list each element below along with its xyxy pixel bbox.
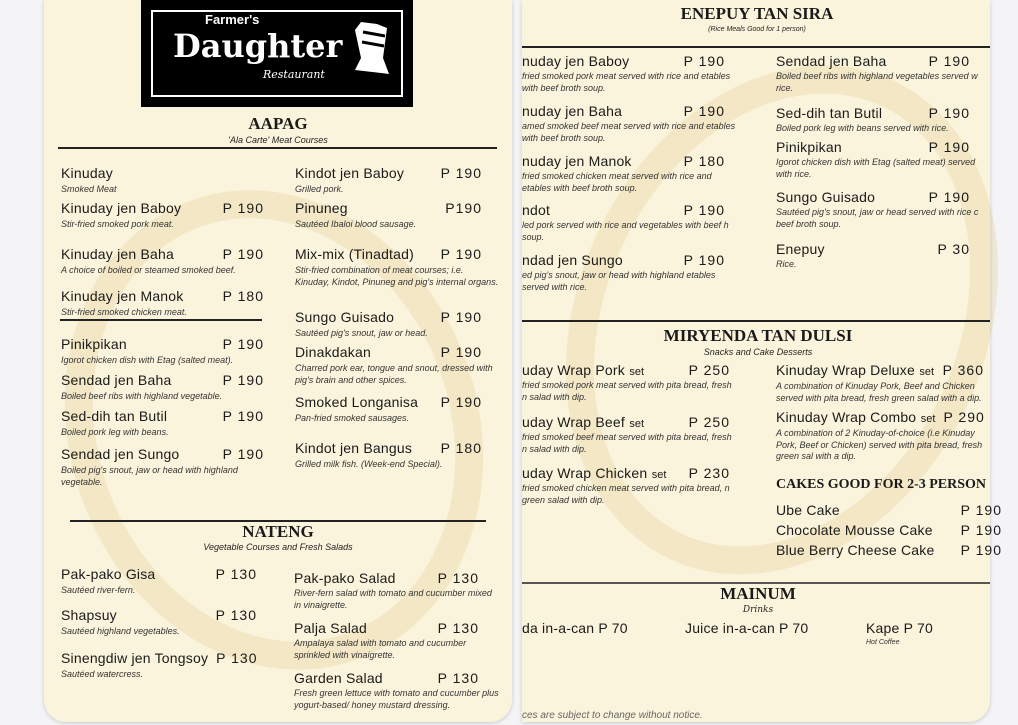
item-title bbox=[61, 607, 117, 624]
section-subtitle: 'Ala Carte' Meat Courses bbox=[228, 135, 328, 145]
item-title bbox=[61, 566, 155, 583]
item-name: ndad jen Sungo bbox=[522, 252, 623, 268]
item-description: Stir-fried combination of meat courses; i.e. Kinuday, Kindot, Pinuneg and pig's internal organs. bbox=[295, 265, 499, 287]
item-title bbox=[522, 53, 629, 70]
menu-item bbox=[295, 440, 482, 457]
menu-item bbox=[776, 502, 1002, 519]
item-price: P 180 bbox=[222, 288, 264, 304]
item-price: P 360 bbox=[942, 362, 984, 378]
item-description: Rice. bbox=[776, 259, 797, 269]
item-name: Enepuy bbox=[776, 241, 825, 257]
item-name: Sendad jen Baha bbox=[776, 53, 887, 69]
item-description: Sautéed highland vegetables. bbox=[61, 626, 180, 636]
item-title bbox=[522, 103, 622, 120]
item-price: P 190 bbox=[222, 336, 264, 352]
menu-item bbox=[522, 465, 730, 484]
menu-item bbox=[61, 165, 264, 182]
item-price: P190 bbox=[445, 200, 482, 216]
item-title bbox=[776, 542, 934, 559]
item-name: Sungo Guisado bbox=[776, 189, 876, 205]
item-description: fried smoked chicken meat served with rice and etables with beef broth soup. bbox=[522, 171, 712, 193]
menu-item bbox=[295, 394, 482, 411]
item-name: uday Wrap Pork bbox=[522, 362, 625, 378]
item-description: Igorot chicken dish with Etag (salted meat). bbox=[61, 355, 234, 365]
item-price: P 190 bbox=[440, 246, 482, 262]
menu-item bbox=[522, 53, 725, 70]
item-description: Boiled pig's snout, jaw or head with highland vegetable. bbox=[61, 465, 238, 487]
menu-item bbox=[776, 522, 1002, 539]
section-title: AAPAG bbox=[248, 114, 308, 133]
item-title bbox=[776, 502, 840, 519]
item-name: Kinuday jen Baboy bbox=[61, 200, 182, 216]
item-price: P 190 bbox=[440, 165, 482, 181]
menu-item bbox=[61, 650, 257, 667]
section-subtitle: Vegetable Courses and Fresh Salads bbox=[203, 542, 353, 552]
item-price: P 130 bbox=[215, 607, 257, 623]
drink-description: Hot Coffee bbox=[866, 639, 900, 646]
drink-item: Kape P 70 bbox=[866, 620, 933, 636]
item-name: Garden Salad bbox=[294, 670, 383, 686]
section-subtitle: Drinks bbox=[742, 605, 774, 615]
menu-item bbox=[776, 53, 970, 70]
item-title bbox=[61, 200, 181, 217]
price-disclaimer: ces are subject to change without notice. bbox=[522, 710, 703, 721]
item-title bbox=[295, 440, 412, 457]
item-price: P 190 bbox=[222, 246, 264, 262]
item-price: P 250 bbox=[688, 362, 730, 378]
item-price: P 190 bbox=[928, 139, 970, 155]
item-description: led pork served with rice and vegetables with beef h soup. bbox=[522, 220, 729, 242]
menu-item bbox=[61, 200, 264, 217]
item-name: uday Wrap Chicken bbox=[522, 465, 648, 481]
item-price: P 190 bbox=[928, 53, 970, 69]
item-description: Pan-fried smoked sausages. bbox=[295, 413, 410, 423]
menu-item bbox=[294, 570, 479, 587]
item-description: Sautéed pig's snout, jaw or head served with rice c beef broth soup. bbox=[776, 207, 979, 229]
logo-text: Farmer's bbox=[205, 12, 260, 27]
item-description: fried smoked pork meat served with rice and etables with beef broth soup. bbox=[522, 71, 731, 93]
item-price: P 190 bbox=[222, 200, 264, 216]
item-description: Stir-fried smoked chicken meat. bbox=[61, 307, 187, 317]
menu-item bbox=[295, 165, 482, 182]
item-title bbox=[294, 570, 396, 587]
item-description: Boiled pork leg with beans. bbox=[61, 427, 169, 437]
item-description: Sautéed pig's snout, jaw or head. bbox=[295, 328, 428, 338]
item-name: Shapsuy bbox=[61, 607, 117, 623]
menu-item bbox=[522, 103, 725, 120]
menu-item bbox=[61, 372, 264, 389]
item-title bbox=[61, 650, 208, 667]
item-name: Dinakdakan bbox=[295, 344, 371, 360]
item-title bbox=[522, 414, 644, 433]
menu-item bbox=[776, 139, 970, 156]
item-price: P 30 bbox=[937, 241, 970, 257]
item-set-label: set bbox=[919, 366, 935, 378]
item-set-label: set bbox=[629, 366, 645, 378]
item-description: Boiled pork leg with beans served with rice. bbox=[776, 123, 949, 133]
item-description: A combination of 2 Kinuday-of-choice (i.e Kinuday Pork, Beef or Chicken) served with pita bread, fresh green sal with a dip. bbox=[776, 428, 983, 461]
item-price: P 190 bbox=[928, 105, 970, 121]
item-title bbox=[61, 288, 183, 305]
item-description: River-fern salad with tomato and cucumber mixed in vinaigrette. bbox=[294, 588, 492, 610]
item-price: P 130 bbox=[437, 620, 479, 636]
item-title bbox=[61, 372, 171, 389]
item-name: nuday jen Baha bbox=[522, 103, 623, 119]
menu-item bbox=[776, 189, 970, 206]
item-name: Palja Salad bbox=[294, 620, 368, 636]
item-price: P 130 bbox=[216, 650, 258, 666]
item-description: Boiled beef ribs with highland vegetables served w rice. bbox=[776, 71, 978, 93]
item-name: Pak-pako Gisa bbox=[61, 566, 156, 582]
item-price: P 180 bbox=[683, 153, 725, 169]
menu-item bbox=[294, 670, 479, 687]
item-name: Sed-dih tan Butil bbox=[776, 105, 883, 121]
item-name: Kinuday jen Baha bbox=[61, 246, 174, 262]
section-subtitle: Snacks and Cake Desserts bbox=[703, 347, 813, 357]
item-name: Smoked Longanisa bbox=[295, 394, 419, 410]
item-name: Kinuday Wrap Deluxe bbox=[776, 362, 915, 378]
item-price: P 250 bbox=[688, 414, 730, 430]
divider bbox=[522, 46, 990, 48]
item-title bbox=[776, 241, 825, 258]
item-description: Smoked Meat bbox=[61, 184, 117, 194]
item-name: uday Wrap Beef bbox=[522, 414, 625, 430]
item-price: P 180 bbox=[440, 440, 482, 456]
item-title bbox=[295, 165, 404, 182]
item-description: Fresh green lettuce with tomato and cucumber plus yogurt-based/ honey mustard dressing. bbox=[294, 688, 499, 710]
item-name: Sendad jen Sungo bbox=[61, 446, 180, 462]
item-price: P 190 bbox=[222, 446, 264, 462]
item-title bbox=[61, 408, 167, 425]
menu-item bbox=[776, 542, 1002, 559]
item-name: Pinuneg bbox=[295, 200, 348, 216]
item-price: P 190 bbox=[222, 408, 264, 424]
restaurant-logo bbox=[141, 0, 413, 107]
item-name: Kindot jen Bangus bbox=[295, 440, 413, 456]
item-name: Kindot jen Baboy bbox=[295, 165, 405, 181]
item-description: fried smoked pork meat served with pita bread, fresh n salad with dip. bbox=[522, 380, 732, 402]
item-title bbox=[61, 165, 113, 182]
item-name: Sungo Guisado bbox=[295, 309, 395, 325]
divider bbox=[58, 147, 497, 149]
item-title bbox=[522, 465, 666, 484]
menu-item bbox=[61, 607, 257, 624]
menu-item bbox=[295, 200, 482, 217]
menu-page-right bbox=[522, 0, 1002, 722]
item-name: Blue Berry Cheese Cake bbox=[776, 542, 935, 558]
section-title: NATENG bbox=[242, 522, 314, 541]
item-name: Mix-mix (Tinadtad) bbox=[295, 246, 414, 262]
menu-item bbox=[294, 620, 479, 637]
item-name: Kinuday jen Manok bbox=[61, 288, 184, 304]
item-name: Ube Cake bbox=[776, 502, 840, 518]
item-title bbox=[295, 344, 371, 361]
menu-item bbox=[61, 246, 264, 263]
item-title bbox=[522, 202, 550, 219]
item-description: Sautéed Ibaloi blood sausage. bbox=[295, 219, 417, 229]
item-price: P 190 bbox=[683, 103, 725, 119]
item-description: Grilled pork. bbox=[295, 184, 344, 194]
item-title bbox=[61, 246, 174, 263]
item-description: Grilled milk fish. (Week-end Special). bbox=[295, 459, 443, 469]
menu-item bbox=[295, 246, 482, 263]
divider bbox=[60, 319, 262, 321]
item-description: Ampalaya salad with tomato and cucumber sprinkled with vinaigrette. bbox=[294, 638, 467, 660]
cakes-title: CAKES GOOD FOR 2-3 PERSON bbox=[776, 477, 987, 492]
item-name: Chocolate Mousse Cake bbox=[776, 522, 933, 538]
item-description: Boiled beef ribs with highland vegetable. bbox=[61, 391, 223, 401]
menu-item bbox=[522, 202, 725, 219]
item-price: P 190 bbox=[440, 309, 482, 325]
item-name: Sendad jen Baha bbox=[61, 372, 172, 388]
item-title bbox=[294, 620, 367, 637]
item-title bbox=[776, 139, 842, 156]
item-name: Sinengdiw jen Tongsoy bbox=[61, 650, 209, 666]
menu-item bbox=[61, 288, 264, 305]
menu-item bbox=[295, 309, 482, 326]
divider bbox=[522, 320, 990, 322]
item-description: amed smoked beef meat served with rice and etables with beef broth soup. bbox=[522, 121, 736, 143]
item-price: P 190 bbox=[222, 372, 264, 388]
menu-item bbox=[776, 241, 970, 258]
menu-item bbox=[522, 362, 730, 381]
item-price: P 190 bbox=[960, 502, 1002, 518]
item-price: P 190 bbox=[683, 252, 725, 268]
item-title bbox=[295, 200, 348, 217]
menu-item bbox=[295, 344, 482, 361]
section-title: MAINUM bbox=[720, 584, 796, 603]
menu-item bbox=[61, 446, 264, 463]
item-description: fried smoked beef meat served with pita bread, fresh n salad with dip. bbox=[522, 432, 732, 454]
item-price: P 130 bbox=[437, 670, 479, 686]
item-description: Sautéed watercress. bbox=[61, 669, 144, 679]
item-description: A combination of Kinuday Pork, Beef and Chicken served with pita bread, fresh green salad with a dip. bbox=[776, 381, 982, 403]
item-title bbox=[61, 446, 179, 463]
item-price: P 190 bbox=[683, 53, 725, 69]
item-description: fried smoked chicken meat served with pita bread, n green salad with dip. bbox=[522, 483, 730, 505]
item-name: Pinikpikan bbox=[61, 336, 127, 352]
item-price: P 190 bbox=[960, 522, 1002, 538]
item-title bbox=[295, 309, 394, 326]
section-title: ENEPUY TAN SIRA bbox=[680, 4, 834, 23]
section-subtitle: (Rice Meals Good for 1 person) bbox=[708, 26, 806, 33]
bell-logo-icon bbox=[347, 18, 391, 78]
item-set-label: set bbox=[651, 469, 667, 481]
item-name: Kinuday Wrap Combo bbox=[776, 409, 917, 425]
item-name: Pinikpikan bbox=[776, 139, 842, 155]
item-description: ed pig's snout, jaw or head with highland etables served with rice. bbox=[522, 270, 716, 292]
item-name: ndot bbox=[522, 202, 551, 218]
item-description: Sautéed river-fern. bbox=[61, 585, 136, 595]
item-description: Igorot chicken dish with Etag (salted meat) served with rice. bbox=[776, 157, 976, 179]
item-price: P 190 bbox=[440, 394, 482, 410]
item-name: Sed-dih tan Butil bbox=[61, 408, 168, 424]
item-title bbox=[776, 105, 882, 122]
item-price: P 190 bbox=[440, 344, 482, 360]
item-title bbox=[522, 153, 632, 170]
item-title bbox=[522, 252, 623, 269]
item-price: P 290 bbox=[943, 409, 985, 425]
item-set-label: set bbox=[629, 418, 645, 430]
item-title bbox=[522, 362, 644, 381]
menu-item bbox=[776, 105, 970, 122]
menu-item bbox=[522, 252, 725, 269]
item-title bbox=[295, 246, 414, 263]
item-name: nuday jen Manok bbox=[522, 153, 632, 169]
drink-item: Juice in-a-can P 70 bbox=[685, 620, 809, 636]
item-title bbox=[776, 409, 935, 428]
menu-page-left bbox=[44, 0, 512, 722]
menu-item bbox=[522, 153, 725, 170]
item-price: P 230 bbox=[688, 465, 730, 481]
item-name: nuday jen Baboy bbox=[522, 53, 630, 69]
item-price: P 190 bbox=[683, 202, 725, 218]
item-title bbox=[776, 522, 933, 539]
item-price: P 130 bbox=[215, 566, 257, 582]
item-price: P 190 bbox=[928, 189, 970, 205]
menu-item bbox=[61, 566, 257, 583]
menu-item bbox=[776, 362, 984, 381]
logo-text: Restaurant bbox=[263, 68, 325, 81]
item-title bbox=[61, 336, 127, 353]
item-name: Kinuday bbox=[61, 165, 113, 181]
item-title bbox=[294, 670, 383, 687]
item-name: Pak-pako Salad bbox=[294, 570, 396, 586]
item-title bbox=[776, 362, 934, 381]
menu-item bbox=[61, 336, 264, 353]
logo-text: Daughter bbox=[173, 27, 343, 65]
section-title: MIRYENDA TAN DULSI bbox=[663, 326, 853, 345]
item-price: P 130 bbox=[437, 570, 479, 586]
menu-item bbox=[61, 408, 264, 425]
item-title bbox=[776, 189, 875, 206]
item-set-label: set bbox=[920, 413, 936, 425]
item-description: Charred pork ear, tongue and snout, dressed with pig's brain and other spices. bbox=[295, 363, 493, 385]
menu-item bbox=[522, 414, 730, 433]
item-description: Stir-fried smoked pork meat. bbox=[61, 219, 174, 229]
item-title bbox=[776, 53, 886, 70]
menu-item bbox=[776, 409, 984, 428]
item-title bbox=[295, 394, 418, 411]
drink-item: da in-a-can P 70 bbox=[522, 620, 628, 636]
item-description: A choice of boiled or steamed smoked beef. bbox=[61, 265, 236, 275]
item-price: P 190 bbox=[960, 542, 1002, 558]
